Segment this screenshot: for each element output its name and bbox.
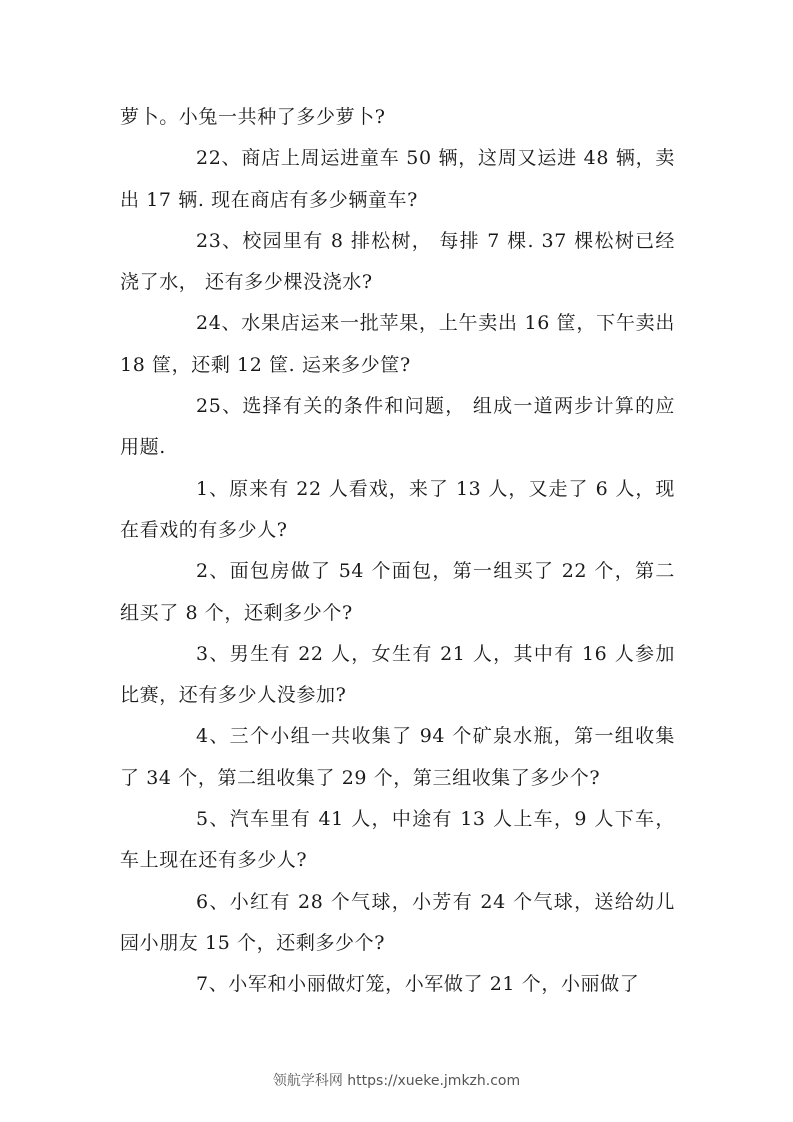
- document-page: [120, 97, 675, 1006]
- question-24: 24、水果店运来一批苹果，上午卖出 16 筐，下午卖出 18 筐，还剩 12 筐. 运来多少筐?: [120, 312, 675, 376]
- question-23: 23、校园里有 8 排松树， 每排 7 棵. 37 棵松树已经浇了水， 还有多少棵没浇水?: [120, 229, 675, 294]
- footer-watermark: 领航学科网 https://xueke.jmkzh.com: [272, 1073, 521, 1089]
- sub-question-6: 6、小红有 28 个气球，小芳有 24 个气球，送给幼儿园小朋友 15 个，还剩多少个?: [120, 890, 675, 954]
- sub-question-3: 3、男生有 22 人，女生有 21 人，其中有 16 人参加比赛，还有多少人没参加?: [120, 642, 675, 707]
- sub-question-5: 5、汽车里有 41 人，中途有 13 人上车，9 人下车，车上现在还有多少人?: [120, 808, 675, 872]
- question-22: 22、商店上周运进童车 50 辆，这周又运进 48 辆，卖出 17 辆. 现在商店有多少辆童车?: [120, 147, 675, 211]
- paragraph-continuation: 萝卜。小兔一共种了多少萝卜?: [120, 106, 386, 128]
- sub-question-4: 4、三个小组一共收集了 94 个矿泉水瓶，第一组收集了 34 个，第二组收集了 29 个，第三组收集了多少个?: [120, 725, 675, 789]
- question-25: 25、选择有关的条件和问题， 组成一道两步计算的应用题.: [120, 395, 675, 459]
- sub-question-7: 7、小军和小丽做灯笼，小军做了 21 个，小丽做了: [196, 973, 640, 996]
- sub-question-2: 2、面包房做了 54 个面包，第一组买了 22 个，第二组买了 8 个，还剩多少个?: [120, 560, 675, 624]
- sub-question-1: 1、原来有 22 人看戏，来了 13 人，又走了 6 人，现在看戏的有多少人?: [120, 477, 675, 541]
